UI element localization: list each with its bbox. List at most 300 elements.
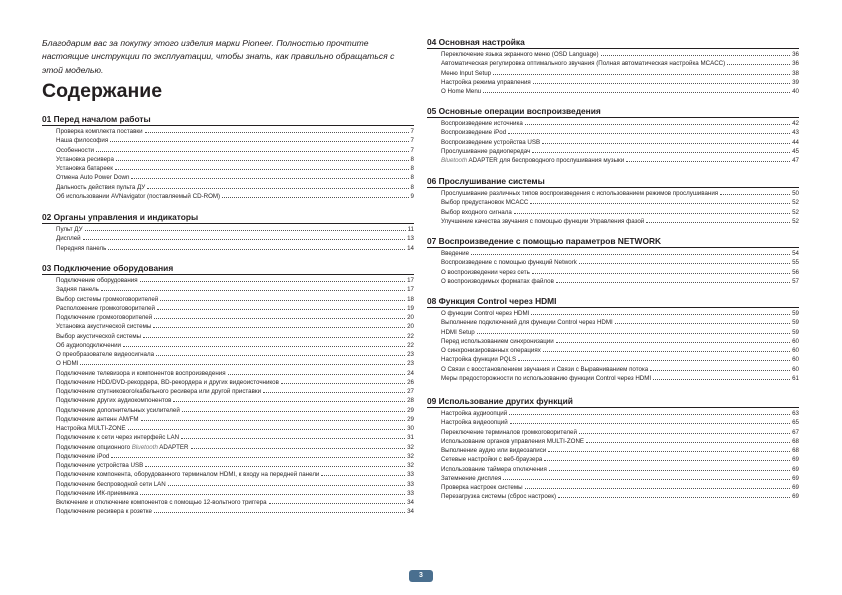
toc-entry[interactable]	[427, 318, 799, 327]
toc-entry-label: Переключение терминалов громкоговорителей	[441, 428, 577, 436]
toc-entry-page: 45	[792, 147, 799, 155]
toc-entry-label: Особенности	[56, 146, 94, 154]
toc-entry[interactable]	[427, 69, 799, 78]
dot-leader	[140, 494, 405, 495]
dot-leader	[601, 55, 791, 56]
toc-entry-label: Автоматическая регулировка оптимального звучания (Полная автоматическая настройка MCACC)	[441, 60, 726, 68]
toc-entry-page: 32	[407, 452, 414, 460]
dot-leader	[281, 383, 405, 384]
toc-entry[interactable]	[427, 156, 799, 165]
toc-entry[interactable]	[427, 409, 799, 418]
toc-entry-label	[427, 156, 624, 165]
toc-entry[interactable]	[42, 489, 414, 498]
section-rule	[42, 274, 414, 275]
toc-entry[interactable]	[427, 277, 799, 286]
toc-entry-page: 8	[410, 155, 414, 163]
toc-entry-label-brand: Bluetooth	[441, 157, 468, 164]
toc-entry-page: 34	[407, 508, 414, 516]
toc-entry[interactable]	[427, 189, 799, 198]
toc-entry-page: 8	[410, 183, 414, 191]
dot-leader	[727, 64, 790, 65]
toc-entry-label-text: Подключение опционного	[56, 443, 132, 451]
page-title: Содержание	[42, 80, 163, 102]
toc-entry-label: Подключение iPod	[56, 452, 110, 460]
toc-entry[interactable]	[42, 127, 414, 136]
toc-entry-page: 8	[410, 174, 414, 182]
dot-leader	[653, 379, 790, 380]
dot-leader	[154, 512, 405, 513]
toc-entry-label: Отмена Auto Power Down	[56, 174, 130, 182]
toc-entry[interactable]	[427, 365, 799, 374]
toc-entry-page: 63	[792, 410, 799, 417]
dot-leader	[720, 194, 790, 195]
toc-entry[interactable]	[427, 78, 799, 87]
dot-leader	[477, 333, 790, 334]
dot-leader	[530, 203, 790, 204]
toc-entry-page: 22	[407, 332, 414, 340]
toc-entry[interactable]	[42, 164, 414, 173]
toc-entry[interactable]	[427, 309, 799, 318]
section-heading: 01 Перед началом работы	[42, 114, 151, 124]
toc-entry-page: 52	[792, 199, 799, 207]
toc-entry-page: 67	[792, 428, 799, 436]
toc-entry[interactable]	[42, 470, 414, 479]
toc-entry[interactable]	[42, 415, 414, 424]
toc-entry[interactable]	[427, 418, 799, 427]
dot-leader	[145, 466, 405, 467]
toc-entry-page: 32	[407, 462, 414, 469]
toc-entry[interactable]	[427, 258, 799, 267]
toc-entry-page: 43	[792, 129, 799, 137]
toc-entry[interactable]	[427, 59, 799, 68]
toc-entry[interactable]	[427, 437, 799, 446]
dot-leader	[128, 429, 406, 430]
section-rule	[427, 48, 799, 49]
dot-leader	[85, 230, 406, 231]
dot-leader	[145, 132, 409, 133]
dot-leader	[228, 374, 406, 375]
toc-entry-page: 54	[792, 250, 799, 257]
toc-entry-page: 8	[410, 165, 414, 172]
toc-entry-label: Перезагрузка системы (сброс настроек)	[441, 493, 557, 501]
toc-entry-page: 68	[792, 447, 799, 454]
toc-entry[interactable]	[42, 396, 414, 405]
toc-entry[interactable]	[427, 446, 799, 455]
toc-entry[interactable]	[42, 322, 414, 331]
dot-leader	[153, 327, 405, 328]
dot-leader	[154, 318, 405, 319]
toc-entry[interactable]	[427, 337, 799, 346]
toc-entry-label: Проверка комплекта поставки	[56, 128, 143, 135]
toc-entry-label: HDMI Setup	[441, 328, 475, 336]
toc-entry-page: 19	[407, 304, 414, 312]
toc-entry[interactable]	[42, 285, 414, 294]
toc-entry[interactable]	[42, 304, 414, 313]
toc-entry-page: 69	[792, 456, 799, 464]
toc-entry[interactable]	[427, 428, 799, 437]
toc-entry-label: О функции Control через HDMI	[441, 310, 530, 317]
toc-entry-label: Дальность действия пульта ДУ	[56, 183, 146, 191]
toc-entry-label: Подключение устройства USB	[56, 462, 144, 469]
toc-entry-page: 26	[407, 378, 414, 386]
toc-entry[interactable]	[42, 173, 414, 182]
toc-entry-label: Пульт ДУ	[56, 226, 83, 233]
toc-entry-label: Использование органов управления MULTI-ZONE	[441, 437, 585, 445]
toc-entry[interactable]	[42, 480, 414, 489]
dot-leader	[115, 169, 409, 170]
toc-entry-label: Передняя панель	[56, 244, 107, 252]
dot-leader	[542, 143, 790, 144]
toc-entry-page: 9	[410, 192, 414, 200]
dot-leader	[131, 178, 408, 179]
dot-leader	[615, 323, 790, 324]
toc-entry-page: 13	[407, 235, 414, 243]
toc-entry-label: О воспроизводимых форматах файлов	[441, 277, 554, 285]
dot-leader	[83, 239, 406, 240]
toc-entry-label: Затемнение дисплея	[441, 474, 502, 482]
section-rule	[427, 307, 799, 308]
dot-leader	[556, 342, 790, 343]
toc-entry-page: 31	[407, 434, 414, 442]
toc-entry-label: Установка акустической системы	[56, 323, 152, 331]
section-heading: 02 Органы управления и индикаторы	[42, 212, 199, 222]
dot-leader	[181, 438, 405, 439]
toc-entry[interactable]	[42, 378, 414, 387]
dot-leader	[116, 160, 409, 161]
dot-leader	[531, 314, 790, 315]
toc-entry-label: Меню Input Setup	[441, 69, 492, 77]
toc-entry[interactable]	[42, 234, 414, 243]
toc-entry[interactable]	[427, 268, 799, 277]
toc-entry[interactable]	[427, 208, 799, 217]
dot-leader	[140, 281, 406, 282]
toc-entry-label: Настройка аудиоопций	[441, 410, 508, 417]
toc-entry[interactable]	[427, 249, 799, 258]
toc-entry-label: Подключение антенн AM/FM	[56, 415, 139, 423]
toc-entry-label: Расположение громкоговорителей	[56, 304, 156, 312]
toc-entry-label-text: ADAPTER для беспроводного прослушивания музыки	[467, 157, 625, 164]
toc-entry[interactable]	[427, 138, 799, 147]
dot-leader	[191, 448, 406, 449]
toc-entry-page: 33	[407, 471, 414, 479]
dot-leader	[525, 488, 791, 489]
toc-entry-page: 65	[792, 419, 799, 427]
toc-entry-label: Настройка режима управления	[441, 78, 531, 86]
dot-leader	[549, 470, 790, 471]
toc-entry-label: Наша философия	[56, 137, 109, 145]
toc-entry-label: Подключение спутникового/кабельного ресивера или другой приставки	[56, 388, 262, 395]
toc-entry[interactable]	[427, 492, 799, 501]
intro-text: Благодарим вас за покупку этого изделия марки Pioneer. Полностью прочтите настоящие инструкции по эксплуатации, чтобы знать, как правильно обращаться с этой моделью.	[42, 38, 395, 75]
toc-entry-page: 32	[407, 443, 414, 451]
toc-entry[interactable]	[427, 147, 799, 156]
section-heading: 09 Использование других функций	[427, 396, 573, 406]
toc-entry-page: 60	[792, 356, 799, 364]
toc-entry-page: 69	[792, 484, 799, 491]
dot-leader	[182, 411, 405, 412]
toc-entry-label: Подключение ИК-приемника	[56, 489, 139, 497]
dot-leader	[514, 213, 790, 214]
toc-entry-label: Включение и отключение компонентов с помощью 12-вольтного триггера	[56, 499, 267, 506]
dot-leader	[558, 497, 790, 498]
toc-entry[interactable]	[42, 313, 414, 322]
toc-entry-page: 69	[792, 474, 799, 482]
toc-entry[interactable]	[427, 455, 799, 464]
toc-entry[interactable]	[42, 461, 414, 470]
toc-entry-page: 7	[410, 128, 414, 135]
toc-entry-label: Воспроизведение устройства USB	[441, 138, 541, 146]
toc-entry[interactable]	[42, 146, 414, 155]
page-number-badge: 3	[409, 570, 433, 582]
toc-entry-label: О Связи с восстановлением звучания и Связи с Выравниванием потока	[441, 365, 649, 373]
toc-entry[interactable]	[42, 341, 414, 350]
toc-entry[interactable]	[42, 136, 414, 145]
toc-entry-page: 34	[407, 499, 414, 506]
toc-entry-label: Меры предосторожности по использованию функции Control через HDMI	[441, 374, 652, 382]
toc-entry-page: 59	[792, 328, 799, 336]
toc-entry[interactable]	[42, 406, 414, 415]
dot-leader	[579, 433, 790, 434]
toc-entry-page: 47	[792, 157, 799, 164]
toc-entry-label-brand: Bluetooth	[131, 443, 158, 451]
toc-entry-page: 20	[407, 314, 414, 321]
toc-entry[interactable]	[42, 369, 414, 378]
section-rule	[427, 187, 799, 188]
toc-entry[interactable]	[42, 295, 414, 304]
toc-entry[interactable]	[42, 433, 414, 442]
toc-entry-page: 69	[792, 465, 799, 473]
toc-entry[interactable]	[42, 498, 414, 507]
toc-entry-label: Выбор входного сигнала	[441, 208, 512, 216]
toc-entry-label: Подключение оборудования	[56, 277, 138, 284]
section-heading: 05 Основные операции воспроизведения	[427, 106, 601, 116]
dot-leader	[548, 451, 790, 452]
toc-entry[interactable]	[427, 87, 799, 96]
toc-entry-page: 55	[792, 259, 799, 267]
toc-entry-page: 60	[792, 365, 799, 373]
toc-entry-page: 50	[792, 190, 799, 197]
dot-leader	[168, 485, 405, 486]
toc-entry[interactable]	[42, 155, 414, 164]
toc-entry-page: 14	[407, 244, 414, 252]
section-rule	[42, 223, 414, 224]
dot-leader	[543, 351, 790, 352]
toc-entry-label: Задняя панель	[56, 286, 99, 294]
section-heading: 07 Воспроизведение с помощью параметров NETWORK	[427, 236, 662, 246]
toc-entry-page: 38	[792, 69, 799, 77]
toc-entry-label: Об использовании AVNavigator (поставляемый CD-ROM)	[56, 192, 221, 200]
toc-entry-label: Прослушивание различных типов воспроизведения с использованием режимов прослушивания	[441, 190, 719, 197]
toc-entry-page: 33	[407, 480, 414, 488]
toc-entry-label: Выполнение аудио или видеозаписи	[441, 447, 547, 454]
toc-entry-label: Выбор предустановок MCACC	[441, 199, 529, 207]
toc-entry-label: Об аудиоподключении	[56, 341, 121, 349]
toc-entry-page: 24	[407, 369, 414, 377]
toc-entry-page: 57	[792, 277, 799, 285]
toc-entry-page: 29	[407, 406, 414, 414]
toc-entry-label: Подключение беспроводной сети LAN	[56, 480, 166, 488]
toc-entry[interactable]	[42, 359, 414, 368]
dot-leader	[518, 360, 790, 361]
toc-entry[interactable]	[42, 225, 414, 234]
toc-entry-page: 60	[792, 347, 799, 354]
dot-leader	[173, 401, 405, 402]
dot-leader	[544, 460, 790, 461]
toc-entry[interactable]	[427, 119, 799, 128]
toc-entry[interactable]	[427, 217, 799, 226]
toc-entry-label: О воспроизведении через сеть	[441, 268, 530, 276]
dot-leader	[503, 479, 790, 480]
toc-entry-label: Подключение компонента, оборудованного терминалом HDMI, к входу на передней панели	[56, 471, 320, 479]
toc-entry-page: 40	[792, 88, 799, 95]
toc-entry[interactable]	[427, 374, 799, 383]
dot-leader	[650, 370, 790, 371]
toc-entry[interactable]	[427, 483, 799, 492]
dot-leader	[493, 74, 790, 75]
toc-entry[interactable]	[42, 332, 414, 341]
toc-entry-label: О HDMI	[56, 360, 79, 368]
toc-entry-label: Введение	[441, 250, 470, 257]
toc-entry[interactable]	[427, 198, 799, 207]
dot-leader	[111, 457, 405, 458]
dot-leader	[533, 83, 790, 84]
toc-entry[interactable]	[42, 452, 414, 461]
toc-entry-label: О Home Menu	[441, 88, 482, 95]
toc-entry-label: Установка ресивера	[56, 155, 114, 163]
toc-entry-page: 33	[407, 489, 414, 497]
toc-entry-label: Установка батареек	[56, 165, 113, 172]
dot-leader	[222, 197, 408, 198]
toc-entry[interactable]	[427, 465, 799, 474]
toc-entry[interactable]	[42, 507, 414, 516]
toc-entry-label: Выполнение подключений для функции Control через HDMI	[441, 319, 613, 327]
toc-entry-label: Использование таймера отключения	[441, 465, 547, 473]
section-heading: 04 Основная настройка	[427, 37, 525, 47]
toc-entry-label: Улучшение качества звучания с помощью функции Управления фазой	[441, 217, 645, 225]
toc-entry-label: Перед использованием синхронизации	[441, 337, 554, 345]
toc-entry-label: Подключение дополнительных усилителей	[56, 406, 180, 414]
toc-entry-page: 61	[792, 374, 799, 382]
toc-entry-label-text: ADAPTER	[157, 443, 189, 451]
toc-entry-label: Подключение HDD/DVD-рекордера, BD-рекордера и других видеоисточников	[56, 378, 279, 386]
toc-entry-page: 36	[792, 60, 799, 68]
toc-entry-page: 17	[407, 286, 414, 294]
toc-entry[interactable]	[42, 350, 414, 359]
section-rule	[427, 247, 799, 248]
toc-entry[interactable]	[42, 387, 414, 396]
toc-entry-label: Сетевые настройки с веб-браузера	[441, 456, 543, 464]
toc-entry[interactable]	[42, 276, 414, 285]
toc-entry-page: 30	[407, 425, 414, 432]
toc-entry[interactable]	[427, 128, 799, 137]
toc-entry-page: 59	[792, 310, 799, 317]
toc-entry-page: 52	[792, 217, 799, 225]
toc-entry[interactable]	[42, 192, 414, 201]
toc-entry-page: 68	[792, 437, 799, 445]
toc-entry-page: 27	[407, 388, 414, 395]
dot-leader	[509, 414, 790, 415]
toc-entry-page: 23	[407, 351, 414, 358]
toc-entry[interactable]	[427, 346, 799, 355]
toc-entry-page: 22	[407, 341, 414, 349]
dot-leader	[263, 392, 405, 393]
dot-leader	[147, 188, 408, 189]
toc-entry[interactable]	[42, 424, 414, 433]
toc-entry[interactable]	[42, 443, 414, 452]
toc-entry-page: 29	[407, 415, 414, 423]
toc-entry-label: Дисплей	[56, 235, 81, 243]
toc-entry-label: Настройка MULTI-ZONE	[56, 425, 126, 432]
dot-leader	[626, 161, 790, 162]
toc-entry-page: 42	[792, 120, 799, 127]
toc-entry-label: Выбор системы громкоговорителей	[56, 295, 159, 303]
dot-leader	[579, 263, 790, 264]
dot-leader	[101, 290, 405, 291]
toc-entry-label: Воспроизведение iPod	[441, 129, 507, 137]
dot-leader	[108, 249, 405, 250]
toc-entry-page: 60	[792, 337, 799, 345]
toc-entry-label: Подключение ресивера к розетке	[56, 508, 152, 516]
toc-entry-page: 44	[792, 138, 799, 146]
dot-leader	[532, 273, 790, 274]
dot-leader	[508, 133, 790, 134]
toc-entry-page: 11	[407, 226, 414, 233]
dot-leader	[143, 337, 405, 338]
toc-entry-page: 17	[407, 277, 414, 284]
toc-entry-page: 59	[792, 319, 799, 327]
dot-leader	[156, 355, 405, 356]
toc-entry-page: 23	[407, 360, 414, 368]
toc-entry-label: О синхронизированных операциях	[441, 347, 541, 354]
toc-entry[interactable]	[427, 328, 799, 337]
dot-leader	[556, 282, 790, 283]
dot-leader	[510, 423, 790, 424]
toc-entry-label: Выбор акустической системы	[56, 332, 142, 340]
toc-entry-label	[42, 443, 189, 452]
dot-leader	[110, 141, 408, 142]
toc-entry-page: 69	[792, 493, 799, 501]
toc-entry-page: 20	[407, 323, 414, 331]
toc-entry[interactable]	[427, 50, 799, 59]
toc-entry-page: 7	[410, 137, 414, 145]
toc-entry-label: Подключение телевизора и компонентов воспроизведения	[56, 369, 226, 377]
section-heading: 08 Функция Control через HDMI	[427, 296, 557, 306]
toc-entry[interactable]	[42, 244, 414, 253]
toc-entry-label: Настройка видеоопций	[441, 419, 508, 427]
toc-entry-label: Переключение языка экранного меню (OSD Language)	[441, 51, 599, 58]
dot-leader	[80, 364, 405, 365]
section-rule	[42, 125, 414, 126]
toc-entry-page: 36	[792, 51, 799, 58]
toc-entry-label: О преобразователе видеосигнала	[56, 351, 155, 358]
toc-entry[interactable]	[427, 474, 799, 483]
toc-entry[interactable]	[42, 183, 414, 192]
toc-entry-label: Подключение громкоговорителей	[56, 314, 153, 321]
dot-leader	[96, 151, 409, 152]
toc-entry-label: Прослушивание радиопередач	[441, 147, 531, 155]
toc-entry-label: Настройка функции PQLS	[441, 356, 517, 364]
dot-leader	[160, 300, 405, 301]
section-heading: 03 Подключение оборудования	[42, 263, 174, 273]
toc-entry-page: 28	[407, 397, 414, 405]
toc-entry[interactable]	[427, 355, 799, 364]
toc-entry-page: 7	[410, 146, 414, 154]
dot-leader	[586, 442, 790, 443]
dot-leader	[157, 309, 405, 310]
dot-leader	[532, 152, 790, 153]
toc-entry-page: 56	[792, 268, 799, 276]
dot-leader	[646, 222, 790, 223]
